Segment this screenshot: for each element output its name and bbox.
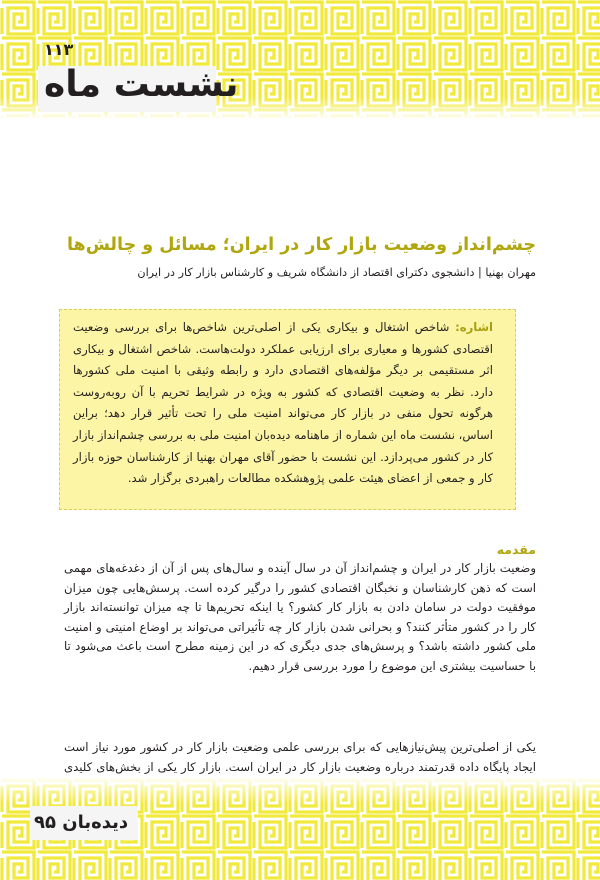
author-byline: مهران بهنیا | دانشجوی دکترای اقتصاد از دانشگاه شریف و کارشناس بازار کار در ایران (137, 266, 536, 279)
abstract-paragraph (73, 317, 493, 490)
magazine-name: دیده‌بان (62, 812, 129, 833)
abstract-box (59, 309, 516, 510)
section-heading-intro: مقدمه (496, 542, 536, 557)
abstract-label: اشاره: (455, 320, 493, 334)
page-folio-number: ۱۱۳ (44, 40, 74, 59)
body-paragraph-1: وضعیت بازار کار در ایران و چشم‌انداز آن در سال آینده و سال‌های پس از آن از دغدغه‌های مهمی است که ذهن کارشناسان و نخبگان اقتصادی کشور را درگیر کرده است. پرسش‌هایی چون میزان موفقیت دولت در سامان دادن به بازار کار کشور؟ یا اینکه تحریم‌ها تا چه میزان توانسته‌اند بازار کار را در کشور متأثر کنند؟ و بحرانی شدن بازار کار چه تأثیراتی می‌تواند بر اوضاع امنیتی و امنیت ملی کشور داشته باشد؟ و پرسش‌های جدی دیگری که در این زمینه مطرح است باعث می‌شود تا با حساسیت بیشتری این موضوع را مورد بررسی قرار دهیم. (64, 561, 536, 673)
page-number: ۹۵ (34, 812, 56, 833)
abstract-text: شاخص اشتغال و بیکاری یکی از اصلی‌ترین شاخص‌ها برای بررسی وضعیت اقتصادی کشورها و معیاری برای ارزیابی عملکرد دولت‌هاست. شاخص اشتغال و بیکاری اثر مستقیمی بر دیگر مؤلفه‌های اقتصادی دارد و رابطه وثیقی با امنیت ملی کشورها دارد. نظر به وضعیت اقتصادی که کشور به ویژه در شرایط تحریم با آن روبه‌روست هرگونه تحول منفی در بازار کار می‌تواند امنیت ملی را تحت تأثیر قرار دهد؛ براین اساس، نشست ماه این شماره از ماهنامه دیده‌بان امنیت ملی به بررسی چشم‌انداز بازار کار در کشور می‌پردازد. این نشست با حضور آقای مهران بهنیا از کارشناسان حوزه بازار کار و جمعی از اعضای هیئت علمی پژوهشکده مطالعات راهبردی برگزار شد. (73, 320, 493, 486)
section-logo: نشست ماه (44, 64, 239, 105)
magazine-page-label (34, 806, 128, 840)
article-title: چشم‌انداز وضعیت بازار کار در ایران؛ مسائل و چالش‌ها (66, 235, 536, 255)
body-paragraph-2: یکی از اصلی‌ترین پیش‌نیازهایی که برای بررسی علمی وضعیت بازار کار در کشور مورد نیاز است ایجاد پایگاه داده قدرتمند درباره وضعیت بازار کار در ایران است. بازار کار یکی از بخش‌های کلیدی (64, 740, 536, 774)
